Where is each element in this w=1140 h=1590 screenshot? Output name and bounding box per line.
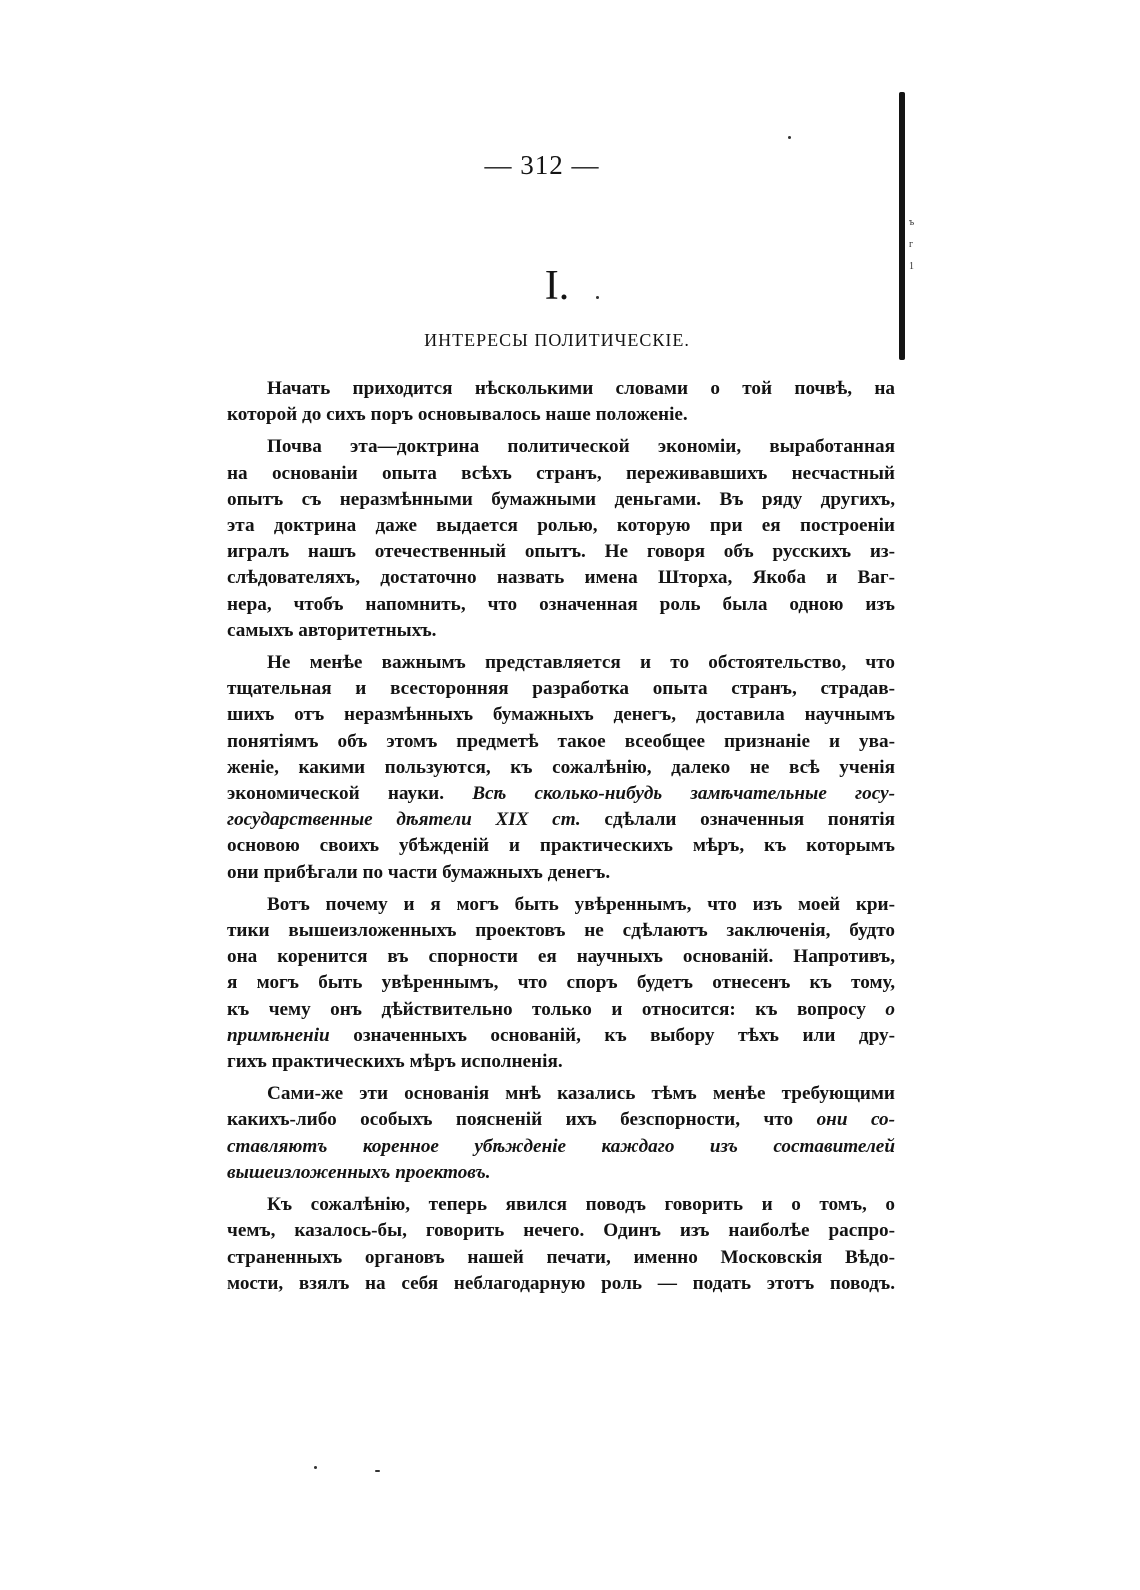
text-line: понятіямъ объ этомъ предметѣ такое всеобщее признаніе и ува-: [227, 730, 895, 752]
text-line: тики вышеизложенныхъ проектовъ не сдѣлаютъ заключенія, будто: [227, 920, 895, 942]
page-number: — 312 —: [484, 150, 600, 180]
text-segment: сдѣлали означенныя понятія: [604, 809, 895, 831]
text-line: Не менѣе важнымъ представляется и то обстоятельство, что: [267, 652, 895, 674]
text-line: я могъ быть увѣреннымъ, что споръ будетъ отнесенъ къ тому,: [227, 972, 895, 994]
text-line: основою своихъ убѣжденій и практическихъ мѣръ, къ которымъ: [227, 835, 895, 857]
text-line: шихъ отъ неразмѣнныхъ бумажныхъ денегъ, доставила научнымъ: [227, 704, 895, 726]
text-line: нера, чтобъ напомнить, что означенная роль была одною изъ: [227, 593, 895, 615]
text-line: Сами-же эти основанія мнѣ казались тѣмъ менѣе требующими: [267, 1083, 895, 1105]
edge-mark: г: [909, 239, 914, 250]
text-line: [227, 997, 895, 1023]
speck-mark: [375, 1470, 380, 1472]
text-segment: экономической науки.: [227, 783, 445, 805]
text-line: игралъ нашъ отечественный опытъ. Не говоря объ русскихъ из-: [227, 541, 895, 563]
paragraph: [227, 892, 895, 1075]
speck-mark: [788, 136, 791, 139]
text-line: опытъ съ неразмѣнными бумажными деньгами. Въ ряду другихъ,: [227, 488, 895, 510]
text-segment: какихъ-либо особыхъ поясненій ихъ безспорности, что: [227, 1109, 794, 1131]
margin-rule-line: [899, 92, 905, 360]
text-line: тщательная и всесторонняя разработка опыта странъ, страдав-: [227, 678, 895, 700]
text-segment: означенныхъ основаній, къ выбору тѣхъ или дру-: [353, 1024, 896, 1046]
italic-segment: о: [885, 998, 896, 1020]
text-line: эта доктрина даже выдается ролью, которую при ея построеніи: [227, 515, 895, 537]
italic-segment: примѣненіи: [227, 1024, 330, 1046]
italic-segment: Всѣ сколько-нибудь замѣчательные госу-: [472, 783, 896, 805]
text-line: [227, 781, 895, 807]
text-line: Вотъ почему и я могъ быть увѣреннымъ, что изъ моей кри-: [267, 893, 895, 915]
edge-mark: 1: [909, 261, 914, 272]
chapter-title: ИНТЕРЕСЫ ПОЛИТИЧЕСКІЕ.: [424, 330, 690, 350]
paragraph: [227, 434, 895, 644]
text-line: вышеизложенныхъ проектовъ.: [227, 1161, 491, 1183]
paragraph: [227, 650, 895, 886]
speck-mark: [314, 1466, 317, 1469]
text-line: которой до сихъ поръ основывалось наше положеніе.: [227, 404, 688, 426]
italic-segment: государственные дѣятели XIX ст.: [227, 809, 581, 831]
text-line: на основаніи опыта всѣхъ странъ, переживавшихъ несчастный: [227, 462, 895, 484]
text-line: гихъ практическихъ мѣръ исполненія.: [227, 1051, 563, 1073]
edge-mark: ъ: [909, 217, 915, 228]
text-segment: къ чему онъ дѣйствительно только и относится: къ вопросу: [227, 998, 866, 1020]
paragraph: [227, 376, 895, 428]
text-line: страненныхъ органовъ нашей печати, именно Московскія Вѣдо-: [227, 1246, 895, 1268]
paragraph: [227, 1192, 895, 1297]
text-line: Начать приходится нѣсколькими словами о той почвѣ, на: [267, 378, 895, 399]
body-text: [227, 376, 895, 1303]
text-line: женіе, какими пользуются, къ сожалѣнію, далеко не всѣ ученія: [227, 756, 895, 778]
text-line: ставляютъ коренное убѣжденіе каждаго изъ составителей: [227, 1135, 895, 1157]
text-line: Къ сожалѣнію, теперь явился поводъ говорить и о томъ, о: [267, 1194, 895, 1216]
text-line: [227, 807, 895, 833]
text-line: она коренится въ спорности ея научныхъ основаній. Напротивъ,: [227, 946, 895, 968]
italic-segment: они со-: [816, 1109, 895, 1131]
text-line: они прибѣгали по части бумажныхъ денегъ.: [227, 861, 611, 883]
text-line: чемъ, казалось-бы, говорить нечего. Одинъ изъ наиболѣе распро-: [227, 1220, 895, 1242]
text-line: [227, 1023, 895, 1049]
text-line: слѣдователяхъ, достаточно назвать имена Шторха, Якоба и Ваг-: [227, 567, 895, 589]
text-line: [227, 1107, 895, 1133]
text-line: мости, взялъ на себя неблагодарную роль — подать этотъ поводъ.: [227, 1272, 895, 1294]
paragraph: [227, 1081, 895, 1186]
text-line: самыхъ авторитетныхъ.: [227, 619, 437, 641]
text-line: Почва эта—доктрина политической экономіи, выработанная: [267, 436, 895, 458]
chapter-numeral: I.: [544, 263, 570, 309]
